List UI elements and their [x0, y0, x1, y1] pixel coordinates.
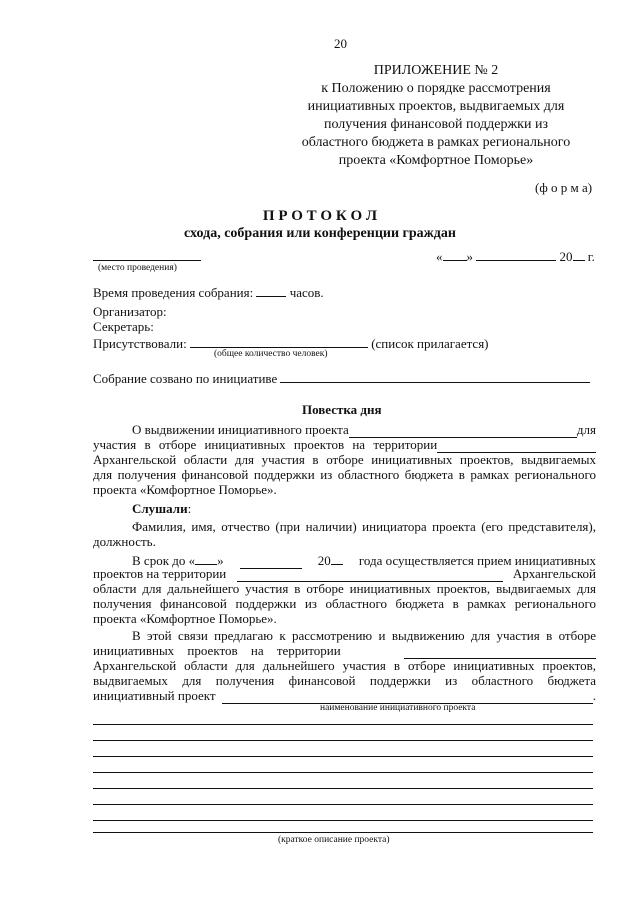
project-name-hint: наименование инициативного проекта: [320, 703, 476, 713]
secretary-label: Секретарь:: [93, 319, 154, 334]
description-line[interactable]: [93, 772, 593, 773]
heard-p3-line-2: [93, 643, 596, 659]
appendix-line: областного бюджета в рамках регионального: [301, 135, 571, 150]
deadline-year-blank[interactable]: [331, 551, 343, 565]
description-line[interactable]: [93, 740, 593, 741]
heard-text: В срок до «: [132, 553, 196, 568]
meeting-time-label: Время проведения собрания:: [93, 285, 254, 300]
date-year-blank[interactable]: [573, 247, 585, 261]
heard-p2-line-4: получения финансовой поддержки из областного бюджета в рамках регионального: [93, 596, 596, 611]
heard-p3-line-3: Архангельской области для дальнейшего участия в отборе инициативных проектов,: [93, 658, 596, 673]
date-open-quote: «: [436, 249, 443, 264]
date-month-blank[interactable]: [476, 247, 556, 261]
meeting-time-row: [93, 283, 324, 301]
description-line[interactable]: [93, 756, 593, 757]
heard-text: года осуществляется прием инициативных: [358, 553, 596, 568]
description-line[interactable]: [93, 820, 593, 821]
heard-text: Архангельской: [512, 566, 596, 581]
initiative-blank[interactable]: [280, 369, 590, 383]
deadline-territory-blank[interactable]: [237, 568, 503, 582]
heard-line-1: Фамилия, имя, отчество (при наличии) инициатора проекта (его представителя),: [132, 519, 596, 534]
initiative-label: Собрание созвано по инициативе: [93, 371, 278, 386]
agenda-line-2: [93, 437, 596, 453]
description-line[interactable]: [93, 788, 593, 789]
date-close-quote: »: [466, 249, 473, 264]
attended-suffix: (список прилагается): [371, 336, 489, 351]
appendix-line: проекта «Комфортное Поморье»: [338, 153, 534, 168]
agenda-line-5: проекта «Комфортное Поморье».: [93, 482, 277, 497]
agenda-text: участия в отборе инициативных проектов на территории: [93, 437, 438, 452]
attended-count-blank[interactable]: [190, 334, 368, 348]
heard-text: инициативных проектов на территории: [93, 643, 341, 658]
heard-colon: :: [187, 501, 192, 516]
date-year-prefix: 20: [559, 249, 573, 264]
heard-text: инициативный проект: [93, 688, 216, 703]
deadline-day-blank[interactable]: [195, 551, 217, 565]
heard-text: проектов на территории: [93, 566, 227, 581]
proposal-territory-blank[interactable]: [404, 645, 596, 659]
project-description-hint: (краткое описание проекта): [278, 835, 390, 845]
appendix-block: [286, 62, 586, 170]
heard-p2-line-5: проекта «Комфортное Поморье».: [93, 611, 277, 626]
heard-text: »: [217, 553, 224, 568]
heard-p2-line-2: [93, 566, 596, 582]
protocol-subtitle: схода, собрания или конференции граждан: [184, 226, 456, 241]
appendix-line: получения финансовой поддержки из: [324, 117, 548, 132]
agenda-text: для: [576, 422, 596, 437]
meeting-time-blank[interactable]: [256, 283, 286, 297]
description-line[interactable]: [93, 804, 593, 805]
heard-text: .: [592, 688, 596, 703]
organizer-label: Организатор:: [93, 304, 167, 319]
appendix-title: ПРИЛОЖЕНИЕ № 2: [373, 63, 499, 78]
agenda-project-blank[interactable]: [349, 424, 577, 438]
date-year-suffix: г.: [587, 249, 595, 264]
meeting-time-unit: часов.: [289, 285, 324, 300]
date-field: [436, 247, 595, 265]
place-field-line[interactable]: [93, 260, 201, 261]
heard-line-2: должность.: [93, 534, 156, 549]
heard-title: Слушали: [132, 501, 188, 516]
appendix-line: инициативных проектов, выдвигаемых для: [307, 99, 565, 114]
place-hint: (место проведения): [98, 263, 177, 273]
agenda-title: Повестка дня: [302, 402, 382, 417]
description-line[interactable]: [93, 724, 593, 725]
attended-hint: (общее количество человек): [214, 349, 328, 359]
heard-p3-line-4: выдвигаемых для получения финансовой поддержки из областного бюджета: [93, 673, 596, 688]
description-line[interactable]: [93, 832, 593, 833]
protocol-title: П Р О Т О К О Л: [262, 208, 378, 224]
attended-label: Присутствовали:: [93, 336, 187, 351]
agenda-text: О выдвижении инициативного проекта: [132, 422, 349, 437]
form-label: (ф о р м а): [535, 180, 593, 195]
heard-p3-line-1: В этой связи предлагаю к рассмотрению и выдвижению для участия в отборе: [132, 628, 596, 643]
initiative-row: [93, 369, 590, 387]
agenda-territory-blank[interactable]: [437, 439, 596, 453]
heard-text: 20: [317, 553, 331, 568]
agenda-line-1: [132, 422, 596, 438]
heard-title-row: [132, 501, 191, 517]
page-number: 20: [334, 36, 347, 51]
appendix-line: к Положению о порядке рассмотрения: [321, 81, 551, 96]
date-day-blank[interactable]: [443, 247, 467, 261]
agenda-line-3: Архангельской области для участия в отборе инициативных проектов, выдвигаемых: [93, 452, 596, 467]
heard-p2-line-3: области для дальнейшего участия в отборе инициативных проектов, выдвигаемых для: [93, 581, 596, 596]
agenda-line-4: для получения финансовой поддержки из областного бюджета в рамках регионального: [93, 467, 596, 482]
